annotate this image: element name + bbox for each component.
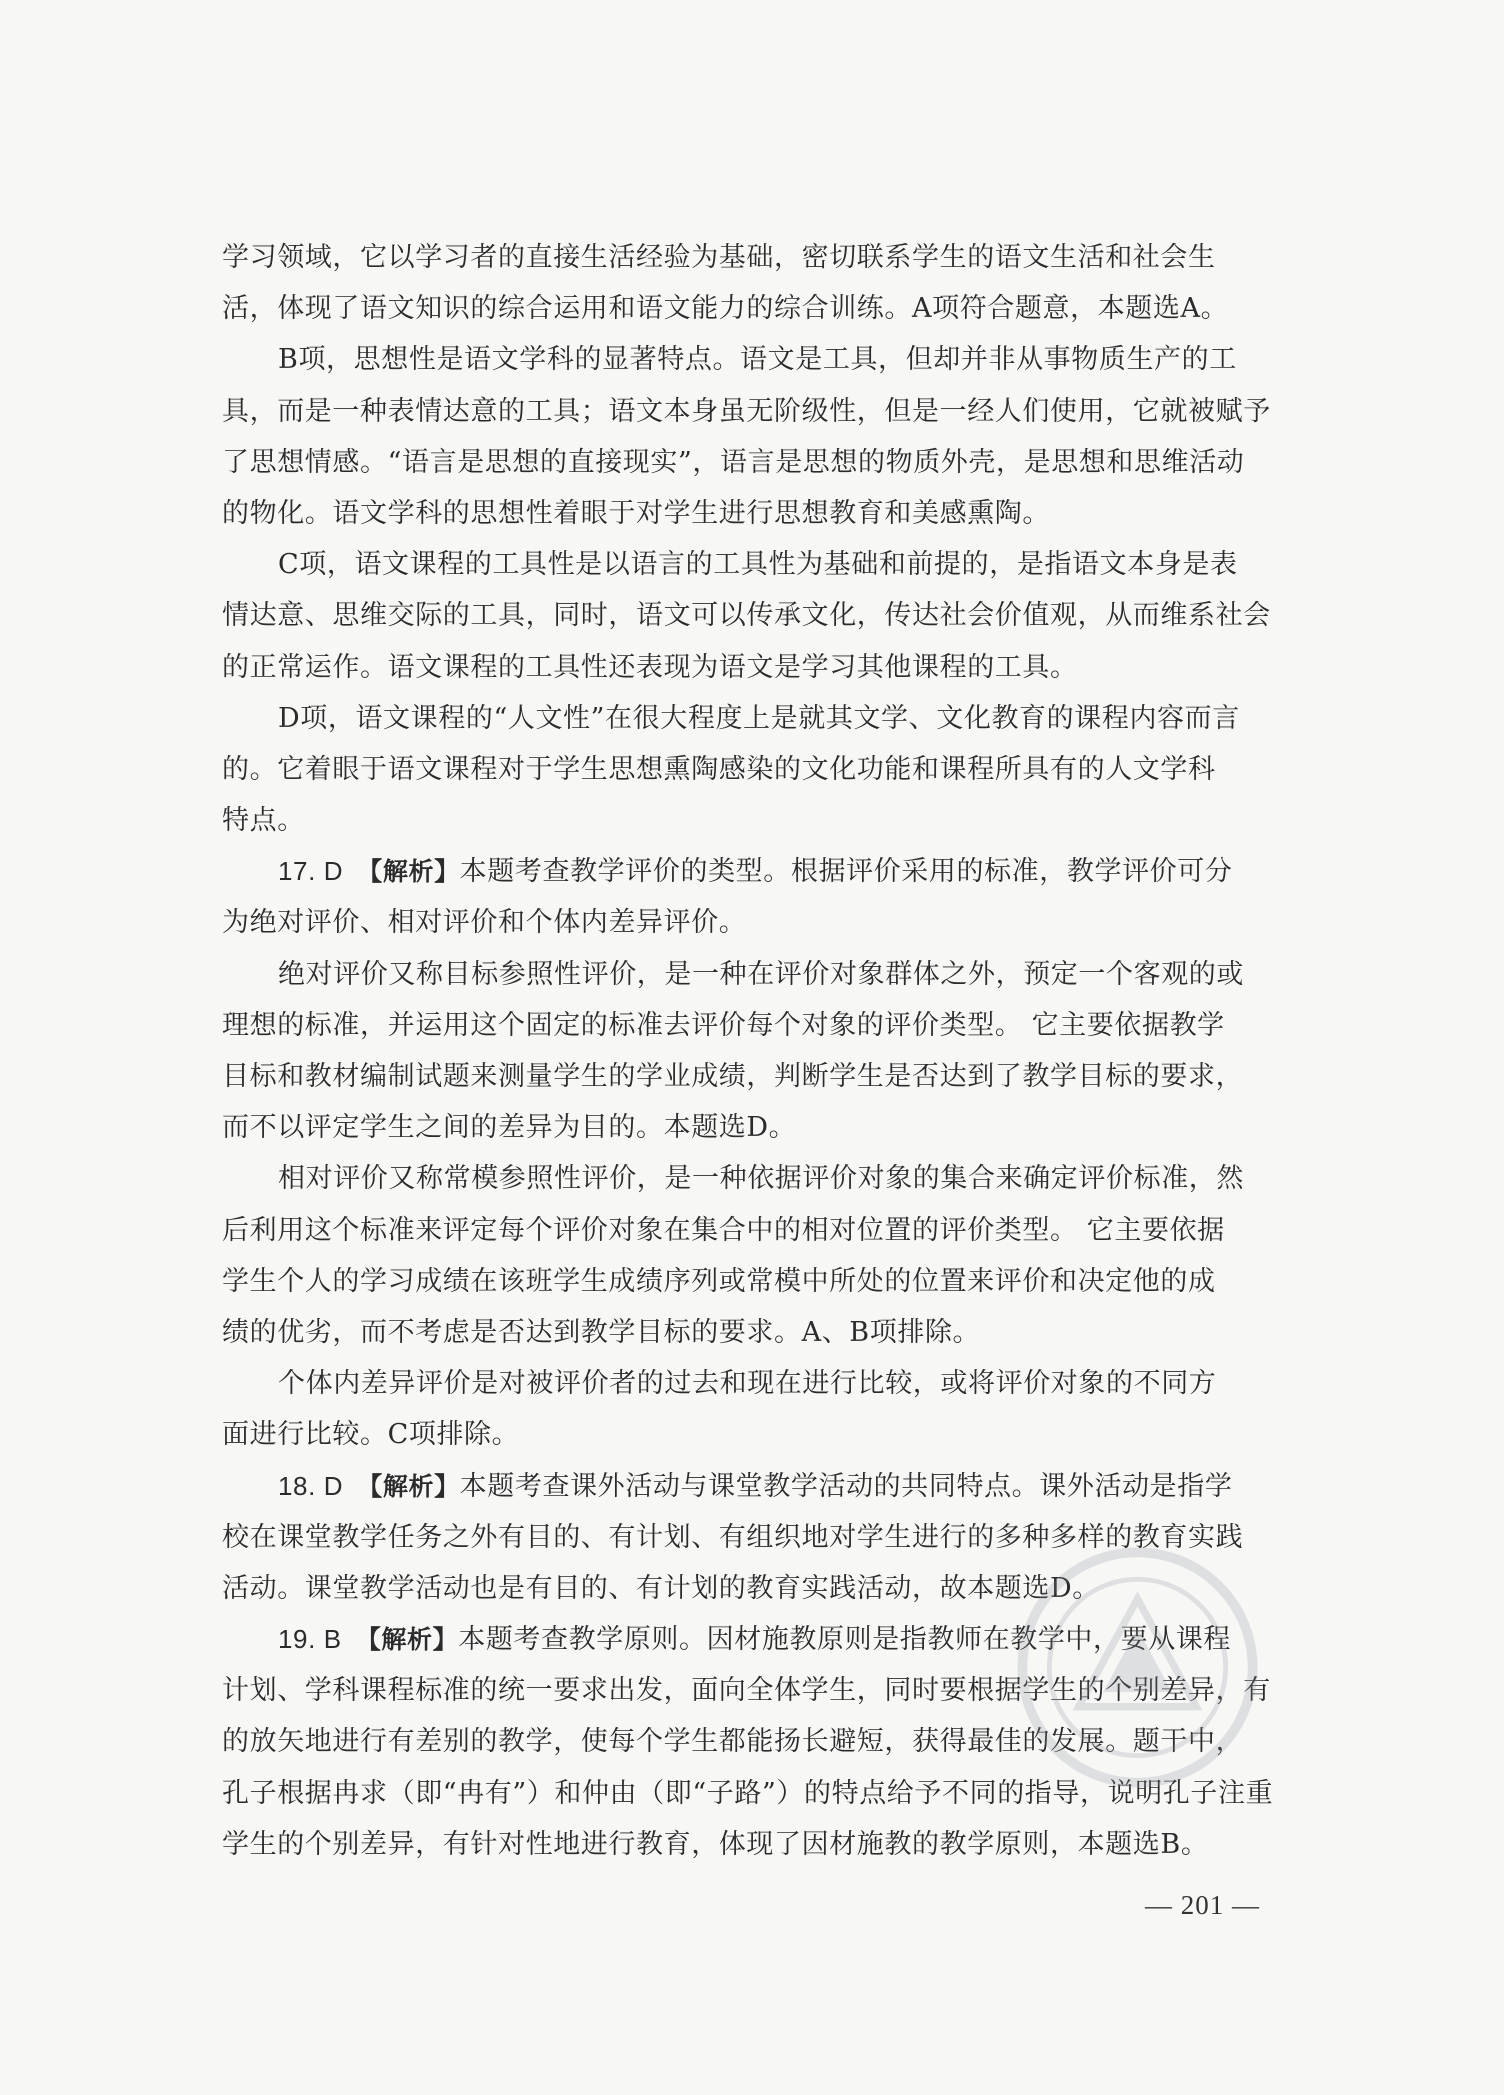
line-text: 校在课堂教学任务之外有目的、有计划、有组织地对学生进行的多种多样的教育实践 bbox=[222, 1521, 1244, 1553]
text-line bbox=[222, 334, 1282, 385]
line-text: 后利用这个标准来评定每个评价对象在集合中的相对位置的评价类型。 它主要依据 bbox=[222, 1214, 1225, 1246]
line-text: 绝对评价又称目标参照性评价，是一种在评价对象群体之外，预定一个客观的或 bbox=[278, 958, 1244, 990]
text-line bbox=[222, 1461, 1282, 1512]
text-line bbox=[222, 1051, 1282, 1102]
line-text: C项，语文课程的工具性是以语言的工具性为基础和前提的，是指语文本身是表 bbox=[278, 549, 1238, 581]
text-line bbox=[222, 437, 1282, 488]
watermark-seal-icon bbox=[1015, 1545, 1260, 1790]
line-text: 情达意、思维交际的工具，同时，语文可以传承文化，传达社会价值观，从而维系社会 bbox=[222, 600, 1271, 632]
text-line bbox=[222, 949, 1282, 1000]
line-text: 活，体现了语文知识的综合运用和语文能力的综合训练。A项符合题意，本题选A。 bbox=[222, 293, 1229, 325]
line-text: 理想的标准，并运用这个固定的标准去评价每个对象的评价类型。 它主要依据教学 bbox=[222, 1009, 1225, 1041]
line-text: 个体内差异评价是对被评价者的过去和现在进行比较，或将评价对象的不同方 bbox=[278, 1368, 1217, 1400]
analysis-tag: 【解析】 bbox=[355, 1625, 459, 1655]
text-line bbox=[222, 1205, 1282, 1256]
line-text: 孔子根据冉求（即“冉有”）和仲由（即“子路”）的特点给予不同的指导，说明孔子注重 bbox=[222, 1777, 1274, 1809]
line-text: 为绝对评价、相对评价和个体内差异评价。 bbox=[222, 907, 747, 939]
text-line bbox=[222, 386, 1282, 437]
text-line bbox=[222, 1409, 1282, 1460]
text-line bbox=[222, 1000, 1282, 1051]
line-text: 的正常运作。语文课程的工具性还表现为语文是学习其他课程的工具。 bbox=[222, 651, 1078, 683]
line-text: 活动。课堂教学活动也是有目的、有计划的教育实践活动，故本题选D。 bbox=[222, 1572, 1100, 1604]
line-text: 本题考查教学原则。因材施教原则是指教师在教学中，要从课程 bbox=[458, 1624, 1232, 1656]
line-text: 的物化。语文学科的思想性着眼于对学生进行思想教育和美感熏陶。 bbox=[222, 497, 1050, 529]
question-number: 17. D bbox=[278, 856, 344, 887]
line-text: 学生个人的学习成绩在该班学生成绩序列或常模中所处的位置来评价和决定他的成 bbox=[222, 1265, 1216, 1297]
text-line bbox=[222, 1358, 1282, 1409]
line-text: 面进行比较。C项排除。 bbox=[222, 1419, 520, 1451]
line-text: 绩的优劣，而不考虑是否达到教学目标的要求。A、B项排除。 bbox=[222, 1316, 981, 1348]
line-text: 相对评价又称常模参照性评价，是一种依据评价对象的集合来确定评价标准，然 bbox=[278, 1163, 1244, 1195]
line-text: B项，思想性是语文学科的显著特点。语文是工具，但却并非从事物质生产的工 bbox=[278, 344, 1237, 376]
text-line bbox=[222, 795, 1282, 846]
text-line bbox=[222, 642, 1282, 693]
line-text: 学生的个别差异，有针对性地进行教育，体现了因材施教的教学原则，本题选B。 bbox=[222, 1828, 1209, 1860]
text-line bbox=[222, 1256, 1282, 1307]
line-text: 特点。 bbox=[222, 805, 305, 837]
text-line bbox=[222, 1307, 1282, 1358]
question-number: 19. B bbox=[278, 1624, 342, 1655]
text-line bbox=[222, 1819, 1282, 1870]
line-text: 了思想情感。“语言是思想的直接现实”，语言是思想的物质外壳，是思想和思维活动 bbox=[222, 446, 1245, 478]
line-text: D项，语文课程的“人文性”在很大程度上是就其文学、文化教育的课程内容而言 bbox=[278, 702, 1240, 734]
question-number: 18. D bbox=[278, 1470, 344, 1501]
text-line bbox=[222, 897, 1282, 948]
text-line bbox=[222, 488, 1282, 539]
text-line bbox=[222, 232, 1282, 283]
line-text: 本题考查课外活动与课堂教学活动的共同特点。课外活动是指学 bbox=[459, 1470, 1233, 1502]
line-text: 本题考查教学评价的类型。根据评价采用的标准，教学评价可分 bbox=[459, 856, 1233, 888]
line-text: 的。它着眼于语文课程对于学生思想熏陶感染的文化功能和课程所具有的人文学科 bbox=[222, 753, 1216, 785]
text-line bbox=[222, 744, 1282, 795]
line-text: 计划、学科课程标准的统一要求出发，面向全体学生，同时要根据学生的个别差异，有 bbox=[222, 1675, 1271, 1707]
text-line bbox=[222, 590, 1282, 641]
text-line bbox=[222, 846, 1282, 897]
line-text: 而不以评定学生之间的差异为目的。本题选D。 bbox=[222, 1112, 797, 1144]
text-line bbox=[222, 539, 1282, 590]
text-line bbox=[222, 1153, 1282, 1204]
line-text: 具，而是一种表情达意的工具；语文本身虽无阶级性，但是一经人们使用，它就被赋予 bbox=[222, 395, 1271, 427]
analysis-tag: 【解析】 bbox=[357, 857, 460, 887]
page-number: — 201 — bbox=[1145, 1890, 1260, 1920]
line-text: 的放矢地进行有差别的教学，使每个学生都能扬长避短，获得最佳的发展。题干中， bbox=[222, 1726, 1244, 1758]
analysis-tag: 【解析】 bbox=[357, 1471, 460, 1501]
text-line bbox=[222, 693, 1282, 744]
text-line bbox=[222, 1102, 1282, 1153]
text-line bbox=[222, 283, 1282, 334]
line-text: 目标和教材编制试题来测量学生的学业成绩，判断学生是否达到了教学目标的要求， bbox=[222, 1061, 1244, 1092]
line-text: 学习领域，它以学习者的直接生活经验为基础，密切联系学生的语文生活和社会生 bbox=[222, 242, 1216, 273]
